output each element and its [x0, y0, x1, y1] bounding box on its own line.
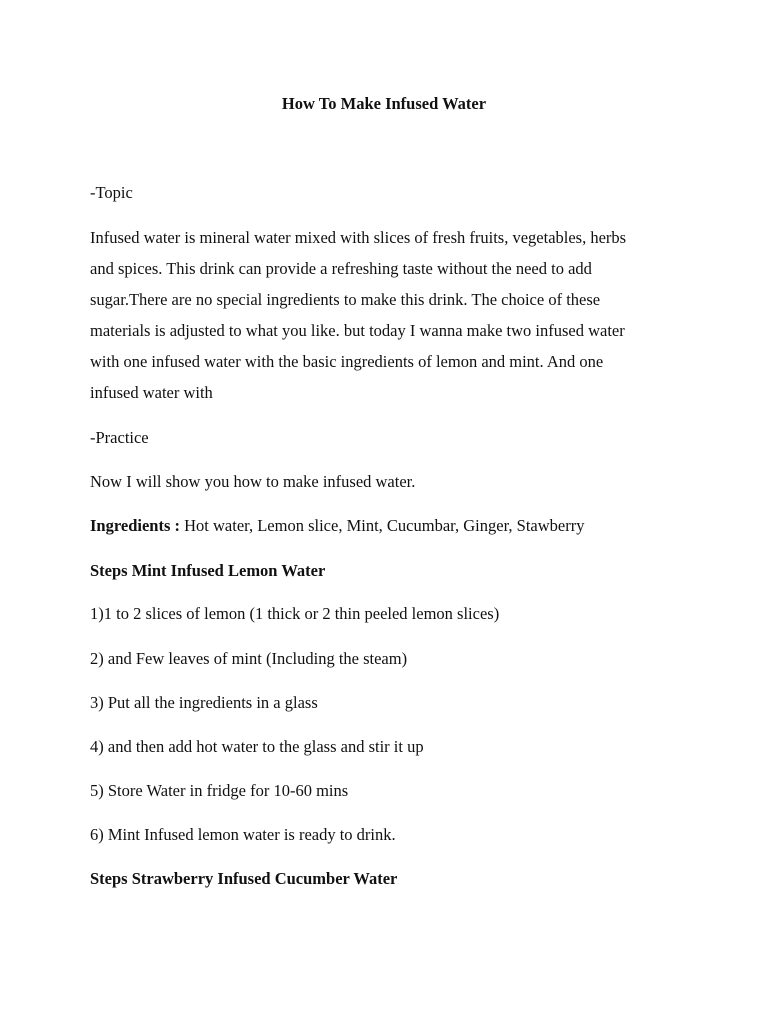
- topic-paragraph-line: and spices. This drink can provide a refreshing taste without the need to add: [90, 259, 592, 278]
- ingredients-label: Ingredients :: [90, 516, 180, 535]
- practice-intro: Now I will show you how to make infused water.: [90, 472, 416, 491]
- topic-paragraph-line: sugar.There are no special ingredients to make this drink. The choice of these: [90, 290, 601, 309]
- step-item: 5) Store Water in fridge for 10-60 mins: [90, 781, 349, 800]
- topic-paragraph-line: with one infused water with the basic ingredients of lemon and mint. And one: [90, 352, 604, 371]
- topic-paragraph-line: materials is adjusted to what you like. but today I wanna make two infused water: [90, 321, 625, 340]
- section2-heading: Steps Strawberry Infused Cucumber Water: [90, 869, 398, 888]
- step-item: 6) Mint Infused lemon water is ready to drink.: [90, 825, 396, 844]
- ingredients-list: Hot water, Lemon slice, Mint, Cucumbar, Ginger, Stawberry: [180, 516, 585, 535]
- ingredients-line: [90, 516, 584, 536]
- document-title: How To Make Infused Water: [281, 94, 487, 113]
- section1-heading: Steps Mint Infused Lemon Water: [90, 561, 326, 580]
- topic-paragraph-line: infused water with: [90, 383, 213, 402]
- step-item: 4) and then add hot water to the glass and stir it up: [90, 737, 424, 756]
- step-item: 1)1 to 2 slices of lemon (1 thick or 2 thin peeled lemon slices): [90, 604, 500, 623]
- step-item: 2) and Few leaves of mint (Including the steam): [90, 649, 408, 668]
- topic-paragraph-line: Infused water is mineral water mixed with slices of fresh fruits, vegetables, herbs: [90, 228, 627, 247]
- practice-heading: -Practice: [90, 428, 149, 447]
- step-item: 3) Put all the ingredients in a glass: [90, 693, 318, 712]
- topic-heading: -Topic: [90, 183, 133, 202]
